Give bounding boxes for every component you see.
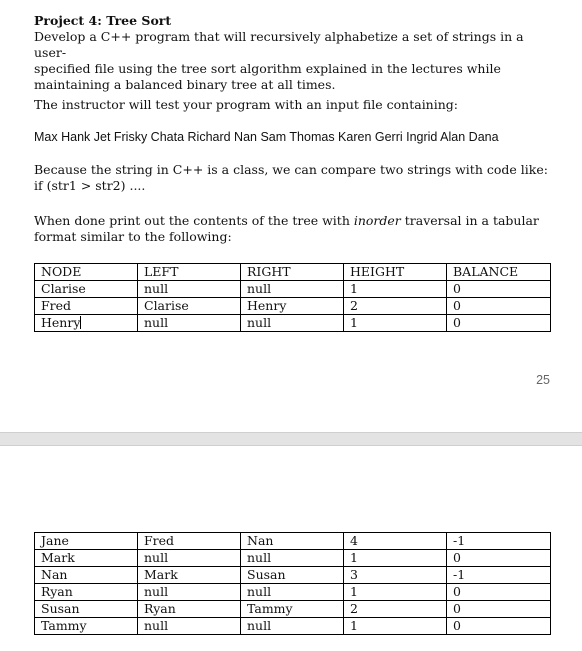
- table2-cell-text: Susan: [41, 601, 80, 616]
- table1-cell-height[interactable]: [344, 315, 447, 332]
- table1-row: [35, 298, 551, 315]
- table2-cell-balance[interactable]: [447, 618, 551, 635]
- compare-line-1: Because the string in C++ is a class, we can compare two strings with code like:: [34, 162, 548, 177]
- table1-cell-text: 0: [453, 281, 461, 296]
- table1-cell-height[interactable]: [344, 264, 447, 281]
- table1-cell-text: Clarise: [41, 281, 86, 296]
- table2-cell-right[interactable]: [241, 567, 344, 584]
- table2-cell-text: Mark: [144, 567, 178, 582]
- table2-cell-text: null: [247, 584, 272, 599]
- table2-cell-height[interactable]: [344, 533, 447, 550]
- table1-cell-right[interactable]: [241, 264, 344, 281]
- table1-cell-left[interactable]: [138, 281, 241, 298]
- done-line-1-start: When done print out the contents of the tree with: [34, 213, 354, 228]
- table2-cell-height[interactable]: [344, 601, 447, 618]
- table1-cell-text: 2: [350, 298, 358, 313]
- tree-table-2: [34, 532, 551, 635]
- table2-cell-node[interactable]: [35, 601, 138, 618]
- done-line-2: format similar to the following:: [34, 229, 232, 244]
- table2-cell-balance[interactable]: [447, 601, 551, 618]
- table1-cell-text: Fred: [41, 298, 72, 313]
- table2-cell-text: Fred: [144, 533, 175, 548]
- intro-line-3: maintaining a balanced binary tree at all times.: [34, 77, 336, 92]
- table1-cell-text: RIGHT: [247, 264, 291, 279]
- table2-cell-node[interactable]: [35, 550, 138, 567]
- table1-cell-left[interactable]: [138, 264, 241, 281]
- table2-cell-right[interactable]: [241, 618, 344, 635]
- table1-row: [35, 281, 551, 298]
- table1-cell-text: NODE: [41, 264, 82, 279]
- table2-cell-balance[interactable]: [447, 567, 551, 584]
- table1-cell-text: Clarise: [144, 298, 189, 313]
- table2-cell-height[interactable]: [344, 618, 447, 635]
- table2-cell-left[interactable]: [138, 533, 241, 550]
- table1-cell-node[interactable]: [35, 315, 138, 332]
- table1-cell-text: LEFT: [144, 264, 179, 279]
- table2-cell-text: -1: [453, 533, 466, 548]
- table1-row: [35, 264, 551, 281]
- inorder-emphasis: inorder: [353, 213, 401, 228]
- table2-cell-left[interactable]: [138, 567, 241, 584]
- page-number: 25: [536, 373, 550, 387]
- table2-cell-node[interactable]: [35, 618, 138, 635]
- table2-cell-height[interactable]: [344, 567, 447, 584]
- project-title: Project 4: Tree Sort: [34, 13, 172, 28]
- table1-cell-text: 0: [453, 315, 461, 330]
- table2-cell-balance[interactable]: [447, 584, 551, 601]
- table1-cell-right[interactable]: [241, 298, 344, 315]
- table1-cell-height[interactable]: [344, 281, 447, 298]
- table2-cell-text: 3: [350, 567, 358, 582]
- table2-cell-text: Tammy: [41, 618, 87, 633]
- table1-cell-right[interactable]: [241, 315, 344, 332]
- table2-cell-text: -1: [453, 567, 466, 582]
- table2-cell-text: 4: [350, 533, 358, 548]
- table2-cell-text: Tammy: [247, 601, 293, 616]
- table1-cell-text: BALANCE: [453, 264, 519, 279]
- table1-cell-balance[interactable]: [447, 298, 551, 315]
- table2-cell-node[interactable]: [35, 584, 138, 601]
- table1-cell-text: 1: [350, 315, 358, 330]
- table2-row: [35, 550, 551, 567]
- table2-row: [35, 584, 551, 601]
- table1-cell-text: null: [247, 281, 272, 296]
- table2-cell-balance[interactable]: [447, 533, 551, 550]
- table2-cell-text: 0: [453, 584, 461, 599]
- table1-cell-text: Henry: [247, 298, 287, 313]
- table1-cell-text: null: [247, 315, 272, 330]
- document-page-2: [0, 446, 582, 651]
- table2-cell-right[interactable]: [241, 601, 344, 618]
- table2-cell-text: Nan: [41, 567, 68, 582]
- table2-cell-node[interactable]: [35, 567, 138, 584]
- table2-cell-left[interactable]: [138, 584, 241, 601]
- table1-cell-text: HEIGHT: [350, 264, 405, 279]
- table2-cell-text: Ryan: [41, 584, 73, 599]
- table1-cell-node[interactable]: [35, 298, 138, 315]
- table2-cell-text: 1: [350, 550, 358, 565]
- table1-cell-balance[interactable]: [447, 264, 551, 281]
- table2-row: [35, 618, 551, 635]
- table2-cell-text: null: [247, 550, 272, 565]
- table1-cell-left[interactable]: [138, 298, 241, 315]
- page-break-gap: [0, 432, 582, 446]
- table2-cell-right[interactable]: [241, 584, 344, 601]
- table2-cell-text: null: [144, 550, 169, 565]
- table1-cell-balance[interactable]: [447, 281, 551, 298]
- table1-cell-right[interactable]: [241, 281, 344, 298]
- table1-cell-text: Henry: [41, 315, 81, 330]
- table1-cell-text: null: [144, 281, 169, 296]
- table2-cell-right[interactable]: [241, 550, 344, 567]
- table2-cell-text: Jane: [41, 533, 69, 548]
- table2-cell-text: null: [247, 618, 272, 633]
- table2-cell-text: Nan: [247, 533, 274, 548]
- intro-paragraph: [34, 29, 554, 93]
- table2-cell-text: Mark: [41, 550, 75, 565]
- compare-paragraph: [34, 162, 554, 194]
- done-line-1-end: traversal in a tabular: [400, 213, 539, 228]
- table1-cell-text: 1: [350, 281, 358, 296]
- table1-cell-node[interactable]: [35, 281, 138, 298]
- table2-cell-node[interactable]: [35, 533, 138, 550]
- table2-cell-balance[interactable]: [447, 550, 551, 567]
- done-paragraph: [34, 213, 554, 245]
- done-line-1: [34, 213, 554, 229]
- table2-cell-text: 2: [350, 601, 358, 616]
- table1-row: [35, 315, 551, 332]
- table1-cell-balance[interactable]: [447, 315, 551, 332]
- table1-cell-node[interactable]: [35, 264, 138, 281]
- table2-cell-right[interactable]: [241, 533, 344, 550]
- input-names: Max Hank Jet Frisky Chata Richard Nan Sam Thomas Karen Gerri Ingrid Alan Dana: [34, 130, 499, 144]
- table1-cell-text: 0: [453, 298, 461, 313]
- table1-cell-text: null: [144, 315, 169, 330]
- table2-cell-left[interactable]: [138, 618, 241, 635]
- table1-cell-left[interactable]: [138, 315, 241, 332]
- table1-cell-height[interactable]: [344, 298, 447, 315]
- table2-cell-left[interactable]: [138, 550, 241, 567]
- table2-row: [35, 567, 551, 584]
- table2-cell-text: Ryan: [144, 601, 176, 616]
- table2-cell-text: 0: [453, 550, 461, 565]
- table2-cell-text: null: [144, 584, 169, 599]
- tree-table-1: [34, 263, 551, 332]
- intro-line-1: Develop a C++ program that will recursively alphabetize a set of strings in a user-: [34, 29, 524, 60]
- table2-cell-height[interactable]: [344, 550, 447, 567]
- table2-cell-text: 1: [350, 618, 358, 633]
- table2-cell-text: null: [144, 618, 169, 633]
- table2-cell-left[interactable]: [138, 601, 241, 618]
- table2-cell-text: 1: [350, 584, 358, 599]
- table2-cell-height[interactable]: [344, 584, 447, 601]
- intro-line-2: specified file using the tree sort algorithm explained in the lectures while: [34, 61, 501, 76]
- compare-line-2: if (str1 > str2) ....: [34, 178, 146, 193]
- table2-cell-text: 0: [453, 601, 461, 616]
- text-cursor: [80, 316, 81, 329]
- table2-cell-text: Susan: [247, 567, 286, 582]
- table2-cell-text: 0: [453, 618, 461, 633]
- table2-row: [35, 533, 551, 550]
- table2-row: [35, 601, 551, 618]
- test-paragraph: The instructor will test your program with an input file containing:: [34, 97, 458, 112]
